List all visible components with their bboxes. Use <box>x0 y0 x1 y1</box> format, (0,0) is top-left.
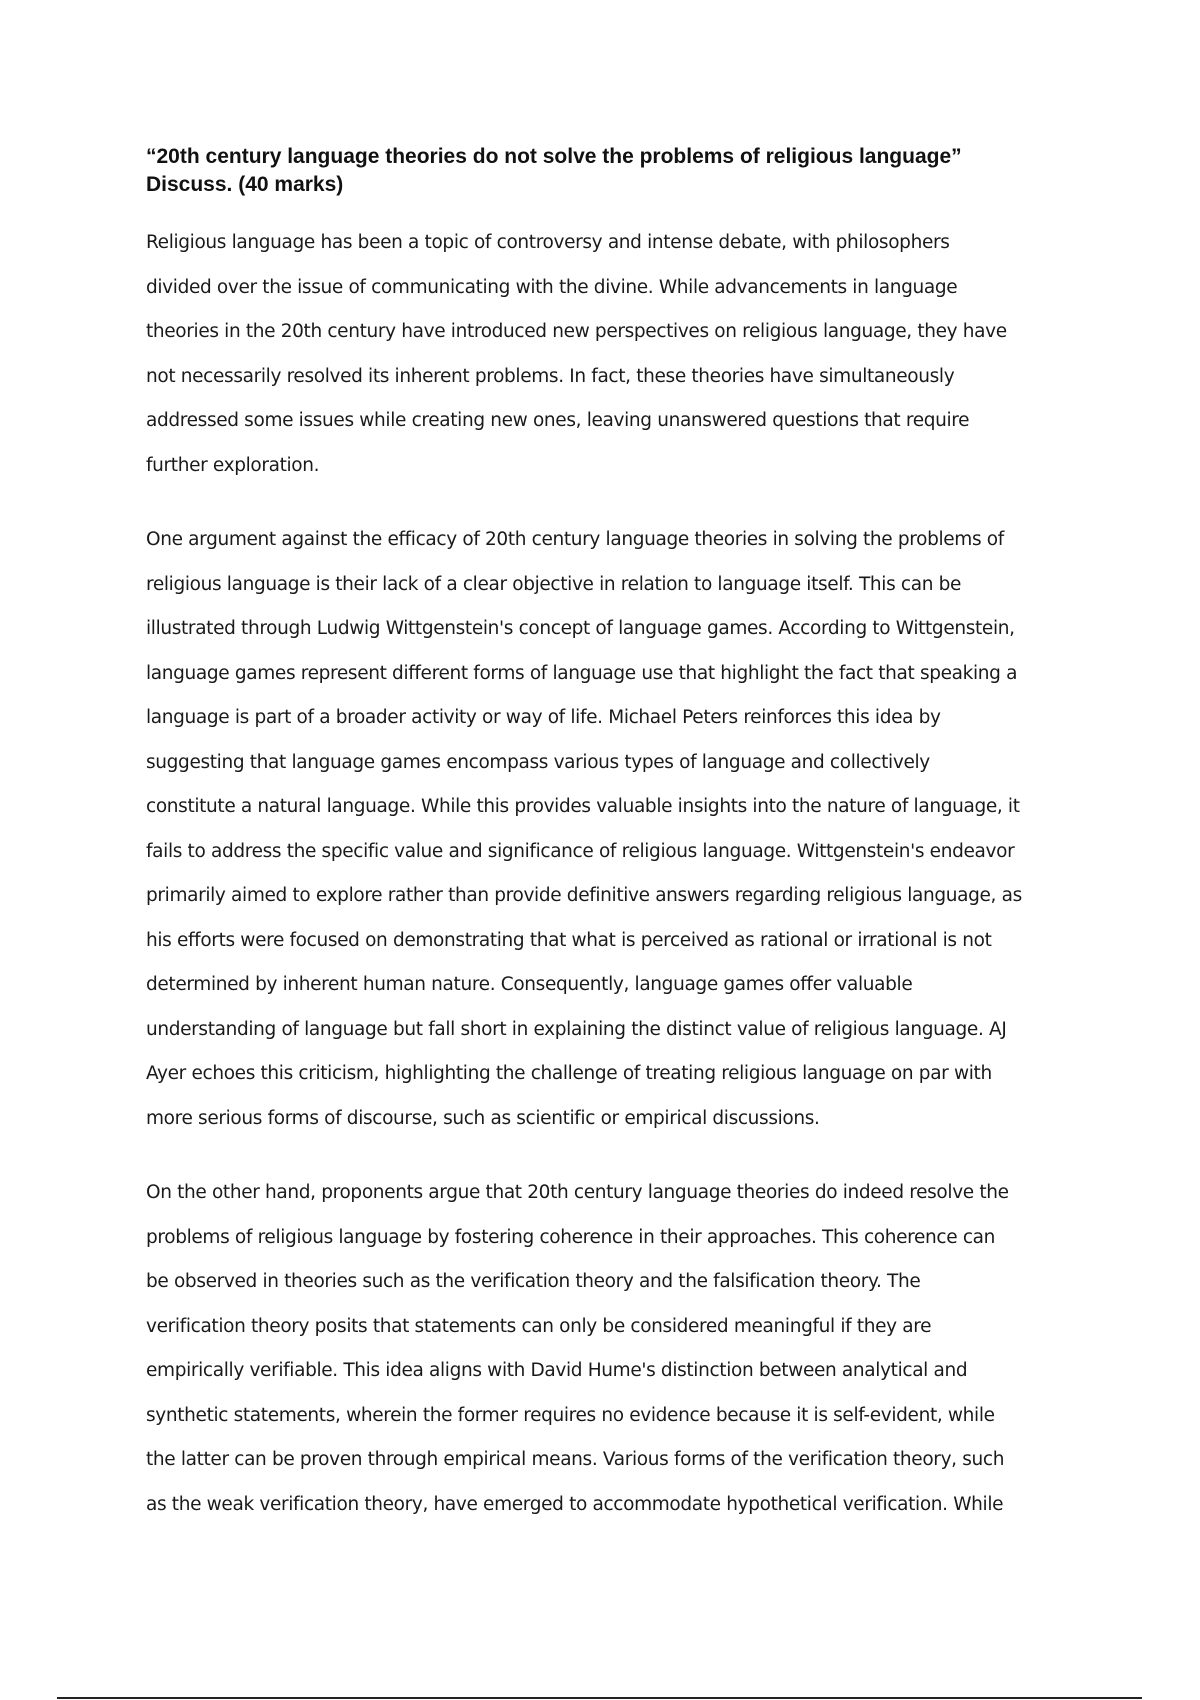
text-line: One argument against the efficacy of 20th century language theories in solving the problems of <box>146 529 1004 550</box>
text-line: more serious forms of discourse, such as scientific or empirical discussions. <box>146 1107 820 1129</box>
document-body <box>146 143 1066 1557</box>
text-line: On the other hand, proponents argue that 20th century language theories do indeed resolve the <box>146 1182 1009 1203</box>
text-line: divided over the issue of communicating with the divine. While advancements in language <box>146 276 958 298</box>
text-line: fails to address the specific value and significance of religious language. Wittgenstein's endeavor <box>146 840 1015 862</box>
text-line: verification theory posits that statements can only be considered meaningful if they are <box>146 1315 932 1337</box>
text-line: be observed in theories such as the verification theory and the falsification theory. The <box>146 1271 921 1292</box>
page-bottom-divider <box>57 1697 1142 1699</box>
text-line: addressed some issues while creating new ones, leaving unanswered questions that require <box>146 410 970 431</box>
essay-title-line: Discuss. (40 marks) <box>146 173 344 196</box>
text-line: illustrated through Ludwig Wittgenstein's concept of language games. According to Wittgenstein, <box>146 618 1015 639</box>
text-line: understanding of language but fall short in explaining the distinct value of religious language. AJ <box>146 1018 1007 1040</box>
paragraph-argument-against <box>146 518 1066 1141</box>
paragraph-counter-argument <box>146 1171 1066 1527</box>
text-line: theories in the 20th century have introduced new perspectives on religious language, they have <box>146 321 1007 342</box>
text-line: synthetic statements, wherein the former requires no evidence because it is self-evident, while <box>146 1404 995 1426</box>
text-line: language is part of a broader activity or way of life. Michael Peters reinforces this idea by <box>146 707 941 728</box>
text-line: primarily aimed to explore rather than provide definitive answers regarding religious language, as <box>146 885 1022 906</box>
text-line: problems of religious language by fostering coherence in their approaches. This coherence can <box>146 1226 996 1248</box>
text-line: suggesting that language games encompass various types of language and collectively <box>146 751 930 773</box>
text-line: further exploration. <box>146 454 320 476</box>
text-line: not necessarily resolved its inherent problems. In fact, these theories have simultaneously <box>146 365 955 387</box>
text-line: determined by inherent human nature. Consequently, language games offer valuable <box>146 974 913 995</box>
essay-title-line: “20th century language theories do not solve the problems of religious language” <box>146 145 962 168</box>
text-line: religious language is their lack of a clear objective in relation to language itself. This can be <box>146 573 962 595</box>
paragraph-introduction <box>146 221 1066 488</box>
text-line: Religious language has been a topic of controversy and intense debate, with philosophers <box>146 232 950 253</box>
text-line: constitute a natural language. While this provides valuable insights into the nature of language, it <box>146 796 1020 817</box>
text-line: the latter can be proven through empirical means. Various forms of the verification theory, such <box>146 1449 1005 1470</box>
text-line: empirically verifiable. This idea aligns with David Hume's distinction between analytical and <box>146 1360 968 1381</box>
text-line: Ayer echoes this criticism, highlighting the challenge of treating religious language on par with <box>146 1063 992 1084</box>
text-line: as the weak verification theory, have emerged to accommodate hypothetical verification. While <box>146 1493 1004 1515</box>
essay-title <box>146 143 1066 199</box>
text-line: language games represent different forms of language use that highlight the fact that speaking a <box>146 662 1018 684</box>
text-line: his efforts were focused on demonstrating that what is perceived as rational or irrational is not <box>146 929 992 951</box>
